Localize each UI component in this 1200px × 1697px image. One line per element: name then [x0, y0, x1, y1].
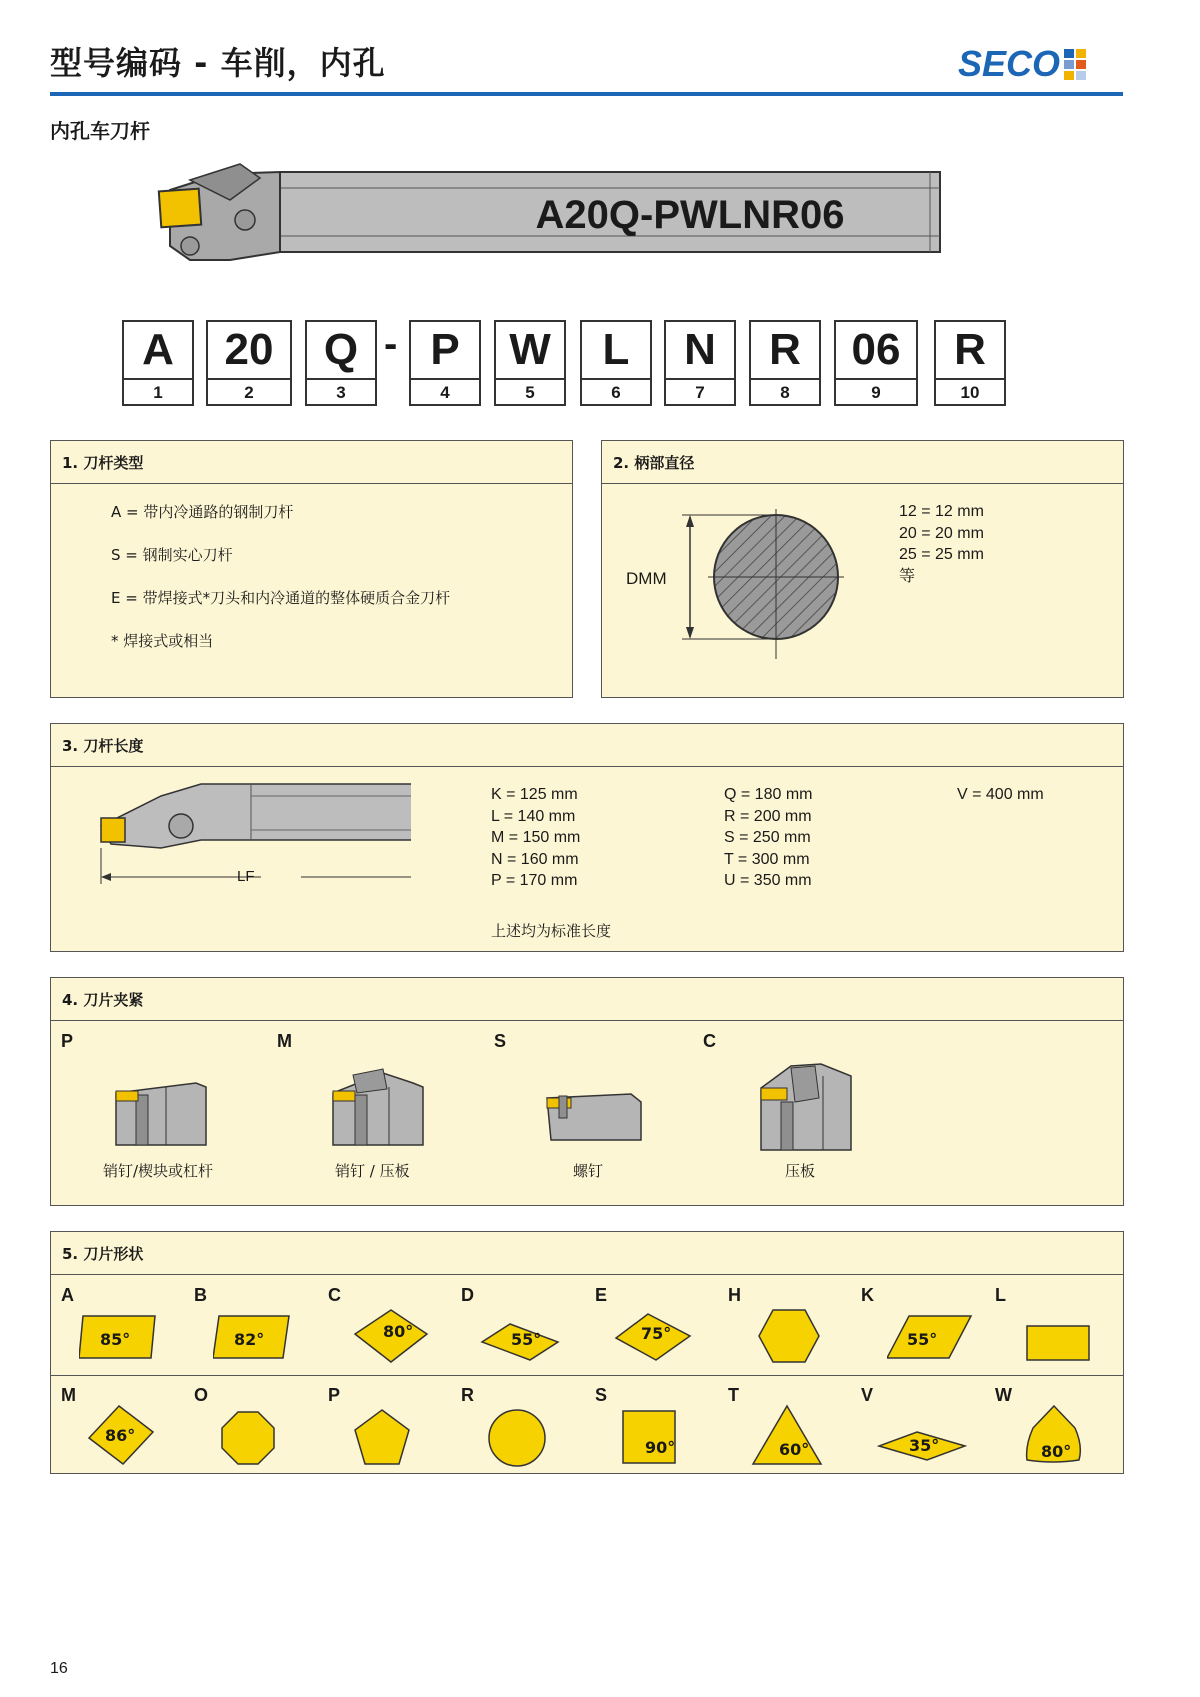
- lf-label: LF: [237, 868, 255, 885]
- code-index: 4: [440, 383, 450, 402]
- code-letter: P: [411, 322, 479, 380]
- length-note: 上述均为标准长度: [491, 922, 612, 940]
- shape-letter: V: [861, 1385, 874, 1405]
- angle-label: 60°: [779, 1440, 810, 1459]
- holder-type-line: A = 带内冷通路的钢制刀杆: [111, 503, 294, 521]
- angle-label: 55°: [511, 1330, 542, 1349]
- angle-label: 75°: [641, 1324, 672, 1343]
- shape-letter: E: [595, 1285, 608, 1305]
- code-letter: L: [582, 322, 650, 380]
- section-title: 5. 刀片形状: [51, 1232, 1123, 1275]
- length-item: P = 170 mm: [491, 872, 578, 889]
- angle-label: 86°: [105, 1426, 136, 1445]
- section-title: 1. 刀杆类型: [51, 441, 572, 484]
- page-number: 16: [50, 1660, 68, 1677]
- angle-label: 90°: [645, 1438, 676, 1457]
- length-item: U = 350 mm: [724, 872, 812, 889]
- insert-shape-l-icon: [1025, 1324, 1091, 1362]
- clamp-letter: P: [61, 1031, 74, 1051]
- shape-letter: W: [995, 1385, 1012, 1405]
- holder-type-line: S = 钢制实心刀杆: [111, 546, 233, 564]
- section-holder-type: [50, 440, 573, 698]
- clamp-caption: 螺钉: [573, 1162, 604, 1180]
- diameter-item: 25 = 25 mm: [899, 546, 984, 563]
- length-item: M = 150 mm: [491, 829, 581, 846]
- code-index: 2: [244, 383, 254, 402]
- seco-logo: [958, 44, 1086, 84]
- code-box-3: [305, 320, 377, 406]
- page-title: 型号编码 - 车削，内孔: [50, 44, 386, 82]
- angle-label: 55°: [907, 1330, 938, 1349]
- shape-letter: L: [995, 1285, 1006, 1305]
- logo-mark-icon: [1064, 49, 1086, 80]
- code-box-1: [122, 320, 194, 406]
- shape-letter: B: [194, 1285, 207, 1305]
- code-letter: 06: [836, 322, 916, 380]
- section-insert-shape: [50, 1231, 1124, 1474]
- clamp-letter: M: [277, 1031, 292, 1051]
- clamp-m-illustration: [323, 1063, 433, 1153]
- shank-cross-section-diagram: [672, 501, 852, 661]
- length-item: S = 250 mm: [724, 829, 811, 846]
- insert-shape-o-icon: [220, 1410, 276, 1466]
- clamp-caption: 销钉 / 压板: [335, 1162, 410, 1180]
- code-letter: 20: [208, 322, 290, 380]
- code-dash: -: [384, 322, 398, 366]
- angle-label: 85°: [100, 1330, 131, 1349]
- code-letter: R: [936, 322, 1004, 380]
- section-insert-clamping: [50, 977, 1124, 1206]
- clamp-caption: 销钉/楔块或杠杆: [103, 1162, 214, 1180]
- holder-type-footnote: * 焊接式或相当: [111, 632, 214, 650]
- code-index: 6: [611, 383, 621, 402]
- shape-letter: M: [61, 1385, 76, 1405]
- section-title: 4. 刀片夹紧: [51, 978, 1123, 1021]
- length-item: T = 300 mm: [724, 850, 810, 868]
- code-index: 3: [336, 383, 346, 402]
- insert-shape-p-icon: [353, 1408, 411, 1466]
- code-box-4: [409, 320, 481, 406]
- code-box-9: [834, 320, 918, 406]
- code-index: 7: [695, 383, 705, 402]
- shape-row-divider: [51, 1375, 1123, 1376]
- code-letter: A: [124, 322, 192, 380]
- diameter-item: 等: [899, 567, 916, 585]
- section-shank-diameter: [601, 440, 1124, 698]
- code-letter: Q: [307, 322, 375, 380]
- length-column-1: [491, 784, 580, 892]
- code-box-6: [580, 320, 652, 406]
- code-box-8: [749, 320, 821, 406]
- section-title: 2. 柄部直径: [602, 441, 1123, 484]
- code-letter: N: [666, 322, 734, 380]
- clamp-c-illustration: [751, 1058, 861, 1158]
- angle-label: 35°: [909, 1436, 940, 1455]
- clamp-letter: S: [494, 1031, 507, 1051]
- holder-type-line: E = 带焊接式*刀头和内冷通道的整体硬质合金刀杆: [111, 589, 451, 607]
- angle-label: 82°: [234, 1330, 265, 1349]
- clamp-s-illustration: [541, 1088, 651, 1148]
- shape-letter: H: [728, 1285, 741, 1305]
- angle-label: 80°: [1041, 1442, 1072, 1461]
- angle-label: 80°: [383, 1322, 414, 1341]
- header-rule: [50, 92, 1123, 96]
- code-box-2: [206, 320, 292, 406]
- code-index: 8: [780, 383, 790, 402]
- diameter-item: 20 = 20 mm: [899, 524, 984, 542]
- shape-letter: O: [194, 1385, 209, 1405]
- section-subtitle: 内孔车刀杆: [50, 119, 150, 143]
- diameter-list: [899, 501, 984, 587]
- length-item: V = 400 mm: [957, 786, 1044, 803]
- shape-letter: D: [461, 1285, 474, 1305]
- length-item: K = 125 mm: [491, 786, 578, 803]
- shape-letter: K: [861, 1285, 874, 1305]
- code-box-7: [664, 320, 736, 406]
- insert-shape-r-icon: [487, 1408, 547, 1468]
- length-item: R = 200 mm: [724, 807, 812, 825]
- logo-text: SECO: [958, 43, 1061, 84]
- code-index: 10: [960, 383, 980, 402]
- clamp-letter: C: [703, 1031, 716, 1051]
- shape-letter: A: [61, 1285, 74, 1305]
- insert-shape-h-icon: [757, 1308, 821, 1364]
- model-label: A20Q-PWLNR06: [535, 192, 845, 237]
- length-item: L = 140 mm: [491, 807, 576, 825]
- clamp-caption: 压板: [785, 1162, 816, 1180]
- length-column-3: [957, 784, 1044, 806]
- code-index: 1: [153, 383, 163, 402]
- length-column-2: [724, 784, 812, 892]
- length-item: N = 160 mm: [491, 850, 579, 868]
- section-title: 3. 刀杆长度: [51, 724, 1123, 767]
- shape-letter: S: [595, 1385, 608, 1405]
- shape-letter: P: [328, 1385, 341, 1405]
- shape-letter: T: [728, 1385, 739, 1405]
- code-index: 9: [871, 383, 881, 402]
- shape-letter: R: [461, 1385, 474, 1405]
- code-index: 5: [525, 383, 535, 402]
- code-box-10: [934, 320, 1006, 406]
- shape-letter: C: [328, 1285, 341, 1305]
- code-letter: R: [751, 322, 819, 380]
- code-letter: W: [496, 322, 564, 380]
- section-holder-length: [50, 723, 1124, 952]
- code-box-5: [494, 320, 566, 406]
- length-item: Q = 180 mm: [724, 786, 813, 803]
- clamp-p-illustration: [106, 1073, 216, 1153]
- dmm-label: DMM: [626, 569, 667, 588]
- diameter-item: 12 = 12 mm: [899, 503, 984, 520]
